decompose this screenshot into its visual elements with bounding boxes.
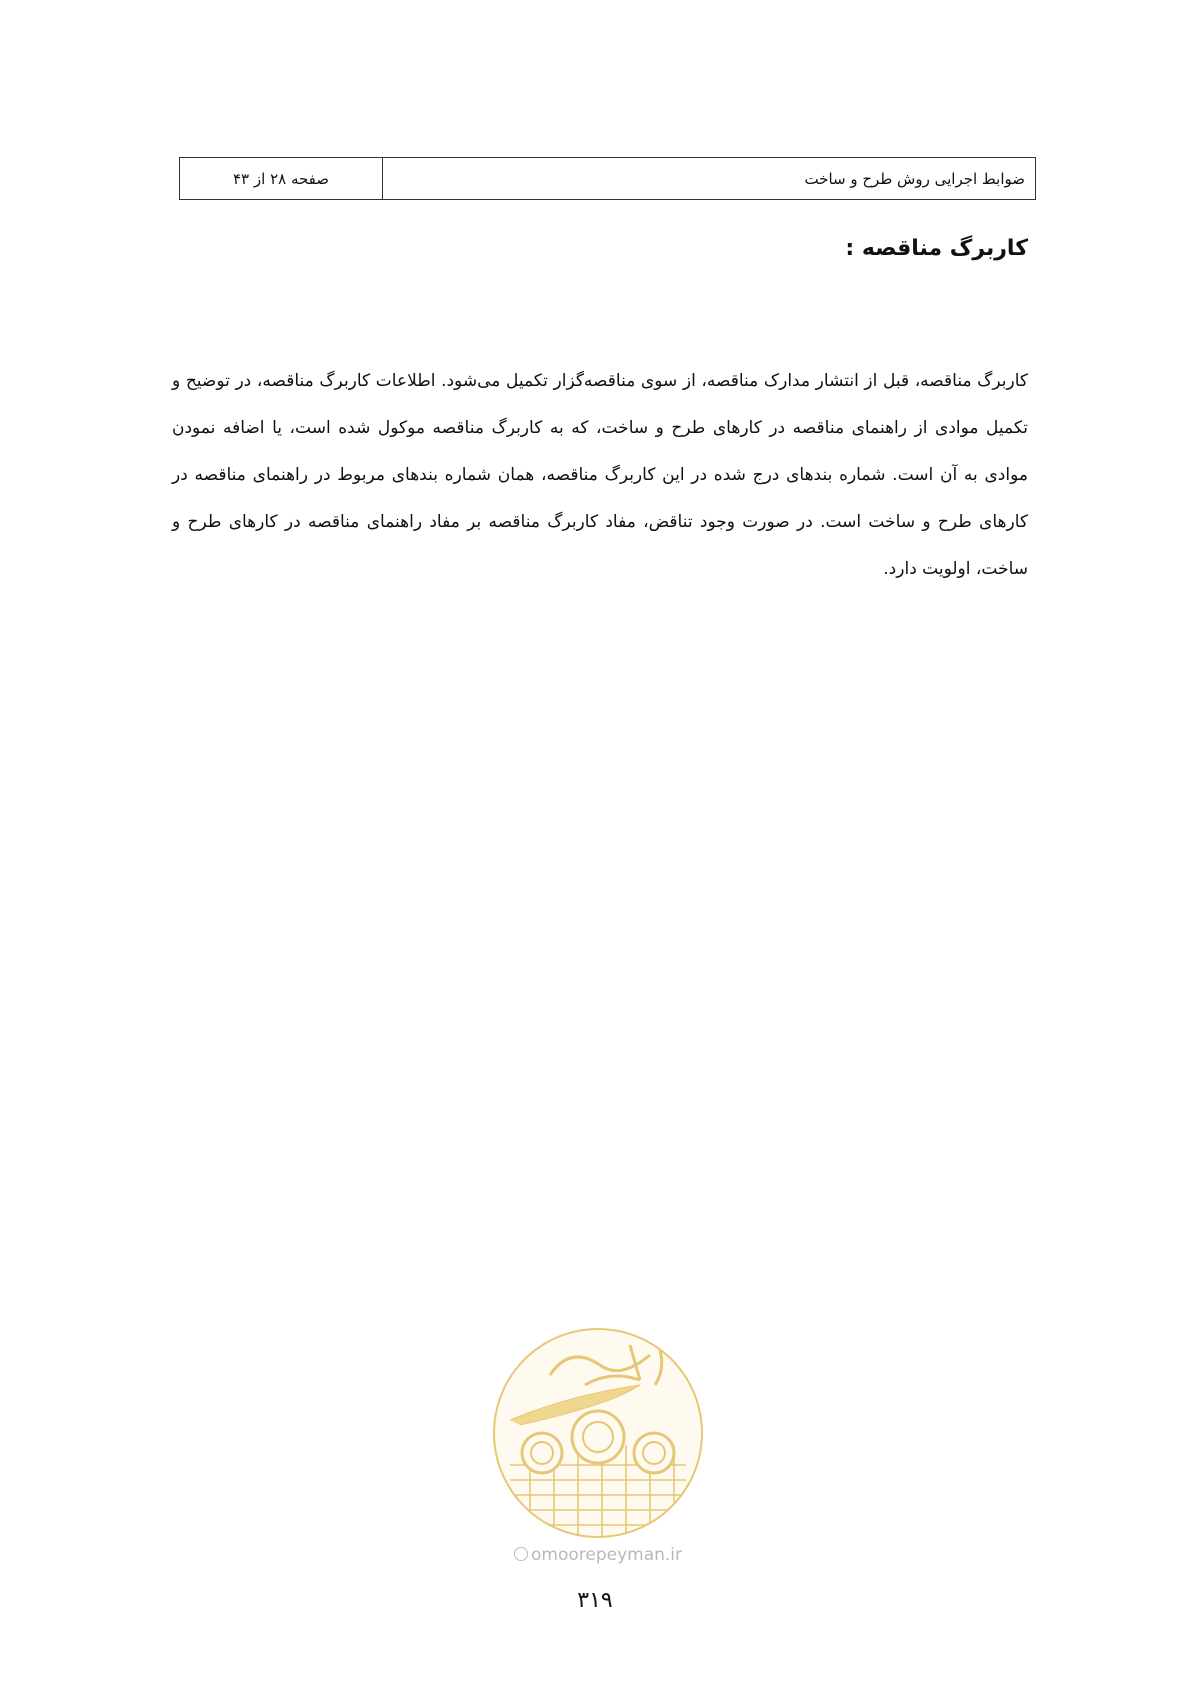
page-number: ۳۱۹ [577, 1588, 613, 1613]
watermark-url-text: omoorepeyman.ir [530, 1545, 683, 1565]
watermark-logo [490, 1325, 706, 1541]
section-heading: کاربرگ مناقصه : [845, 236, 1028, 261]
globe-icon [514, 1547, 528, 1561]
seal-icon [490, 1325, 706, 1541]
body-paragraph: کاربرگ مناقصه، قبل از انتشار مدارک مناقصه، از سوی مناقصه‌گزار تکمیل می‌شود. اطلاعات کاربرگ مناقصه، در توضیح و تکمیل موادی از راهنمای مناقصه در کارهای طرح و ساخت، که به کاربرگ مناقصه موکول شده است، یا اضافه نمودن موادی به آن است. شماره بندهای درج شده در این کاربرگ مناقصه، همان شماره بندهای مربوط در راهنمای مناقصه در کارهای طرح و ساخت است. در صورت وجود تناقض، مفاد کاربرگ مناقصه بر مفاد راهنمای مناقصه در کارهای طرح و ساخت، اولویت دارد. [172, 371, 1028, 579]
page-info: صفحه ۲۸ از ۴۳ [180, 158, 383, 199]
document-title: ضوابط اجرایی روش طرح و ساخت [804, 170, 1025, 188]
watermark-url [482, 1545, 714, 1565]
header-table [179, 157, 1036, 200]
